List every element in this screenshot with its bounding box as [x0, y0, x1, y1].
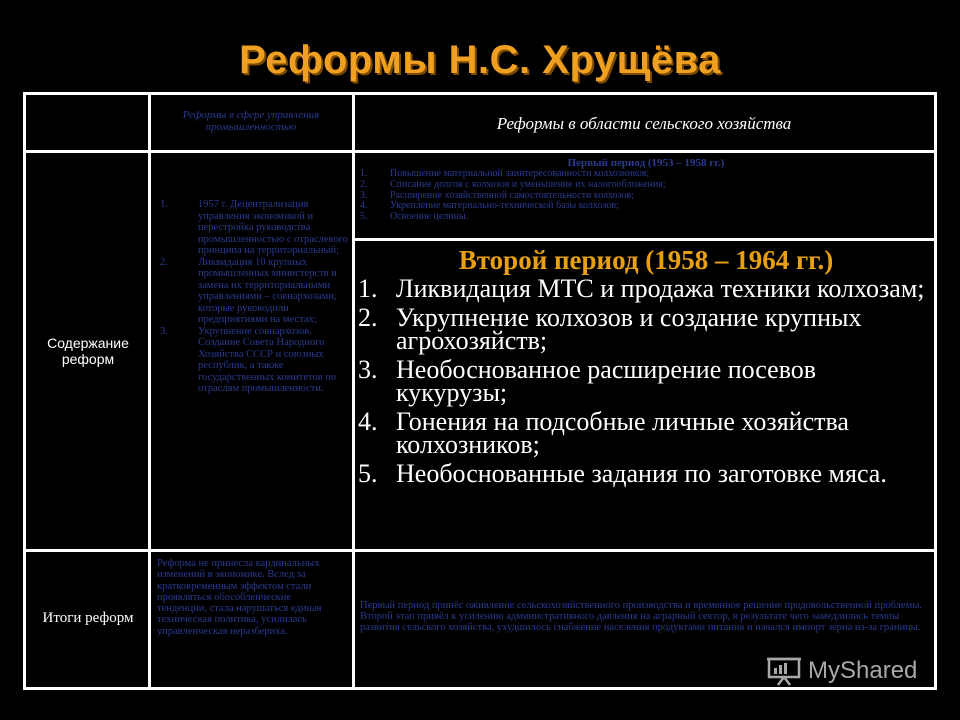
industry-content-list [160, 199, 348, 395]
slide-title: Реформы Н.С. Хрущёва [239, 38, 721, 82]
header-agriculture-text: Реформы в области сельского хозяйства [496, 114, 792, 133]
list-item-number: 3. [358, 354, 378, 384]
list-item-text: Расширение хозяйственной самостоятельности колхозов; [390, 189, 635, 201]
list-item-text: Необоснованные задания по заготовке мяса. [396, 458, 887, 488]
results-industry [157, 558, 325, 683]
period1-title: Первый период (1953 – 1958 гг.) [567, 157, 725, 169]
presentation-board-icon [766, 656, 802, 686]
list-item [160, 326, 348, 395]
list-item [358, 274, 928, 303]
list-item-text: Укрупнение колхозов и создание крупных агрохозяйств; [396, 302, 862, 355]
list-item-number: 3. [360, 189, 368, 201]
list-item-text: Укрупнение совнархозов. Создание Совета Народного Хозяйства СССР и союзных республик, а также государственных комитетов по отраслям промышленности. [198, 325, 337, 394]
period2-title: Второй период (1958 – 1964 гг.) [458, 245, 834, 275]
row-label-results [30, 553, 146, 683]
list-item-number: 1. [160, 199, 168, 210]
watermark-text: MyShared [808, 657, 918, 684]
list-item-number: 4. [360, 200, 368, 212]
header-industry-text: Реформы в сфере управления промышленностью [182, 109, 320, 133]
list-item-number: 4. [358, 406, 378, 436]
list-item [160, 257, 348, 326]
list-item-number: 2. [160, 256, 168, 268]
list-item-text: Ликвидация МТС и продажа техники колхозам; [396, 274, 925, 303]
list-item-text: Необоснованное расширение посевов кукурузы; [396, 354, 817, 407]
list-item-number: 5. [358, 458, 378, 488]
results-industry-text: Реформа не принесла кардинальных изменений в экономике. Вслед за кратковременным эффектом стали проявляться обособленческие тенденции, стала нарушаться единая техническая политика, усилилась управленческая неразбериха. [157, 558, 322, 637]
list-item-number: 5. [360, 211, 368, 223]
list-item [358, 458, 928, 488]
list-item [360, 212, 932, 223]
list-item-text: Ликвидация 10 крупных промышленных министерств и замена их территориальными управлениями – совнархозами, которые руководили предприятиями на местах; [198, 256, 337, 325]
divider-col1 [148, 95, 151, 687]
industry-content [160, 199, 348, 519]
row-label-content [30, 153, 146, 549]
header-agriculture [356, 111, 932, 137]
row-label-content-text: Содержание реформ [47, 335, 129, 367]
list-item-number: 1. [360, 168, 368, 179]
period1-list [360, 169, 932, 223]
list-item-text: Освоение целины. [390, 211, 469, 223]
period2-cell [358, 245, 934, 547]
list-item [358, 406, 928, 459]
list-item-number: 3. [160, 325, 168, 337]
divider-period [352, 238, 934, 241]
list-item-number: 2. [358, 302, 378, 332]
watermark [766, 656, 917, 686]
list-item-text: Повышение материальной заинтересованности колхозников; [390, 168, 650, 179]
list-item [160, 199, 348, 257]
list-item-text: 1957 г. Децентрализация управления экономикой и перестройка руководства промышленностью с отраслевого принципа на территориальный; [198, 199, 348, 256]
list-item-text: Списание долгов с колхозов и уменьшение их налогообложения; [390, 178, 666, 190]
list-item-number: 2. [360, 178, 368, 190]
reforms-table [23, 92, 937, 690]
list-item-text: Гонения на подсобные личные хозяйства колхозников; [396, 406, 849, 459]
results-agriculture-text: Первый период принёс оживление сельскохозяйственного производства и временное решение продовольственной проблемы. Второй этап привёл к усилению административного давления на аграрный сектор, в результате чего замедлились темпы развития сельского хозяйства, ухудшилось снабжение населения продуктами питания и начался импорт зерна из-за границы. [360, 600, 922, 633]
divider-header [26, 150, 934, 153]
list-item-number: 1. [358, 274, 378, 303]
row-label-results-text: Итоги реформ [42, 610, 134, 626]
period2-list [358, 274, 934, 488]
list-item-text: Укрепление материально-технической базы колхозов; [390, 200, 619, 212]
header-industry [156, 109, 346, 145]
divider-col2 [352, 95, 355, 687]
period1-cell [360, 157, 932, 237]
list-item [358, 354, 928, 407]
list-item [358, 302, 928, 355]
